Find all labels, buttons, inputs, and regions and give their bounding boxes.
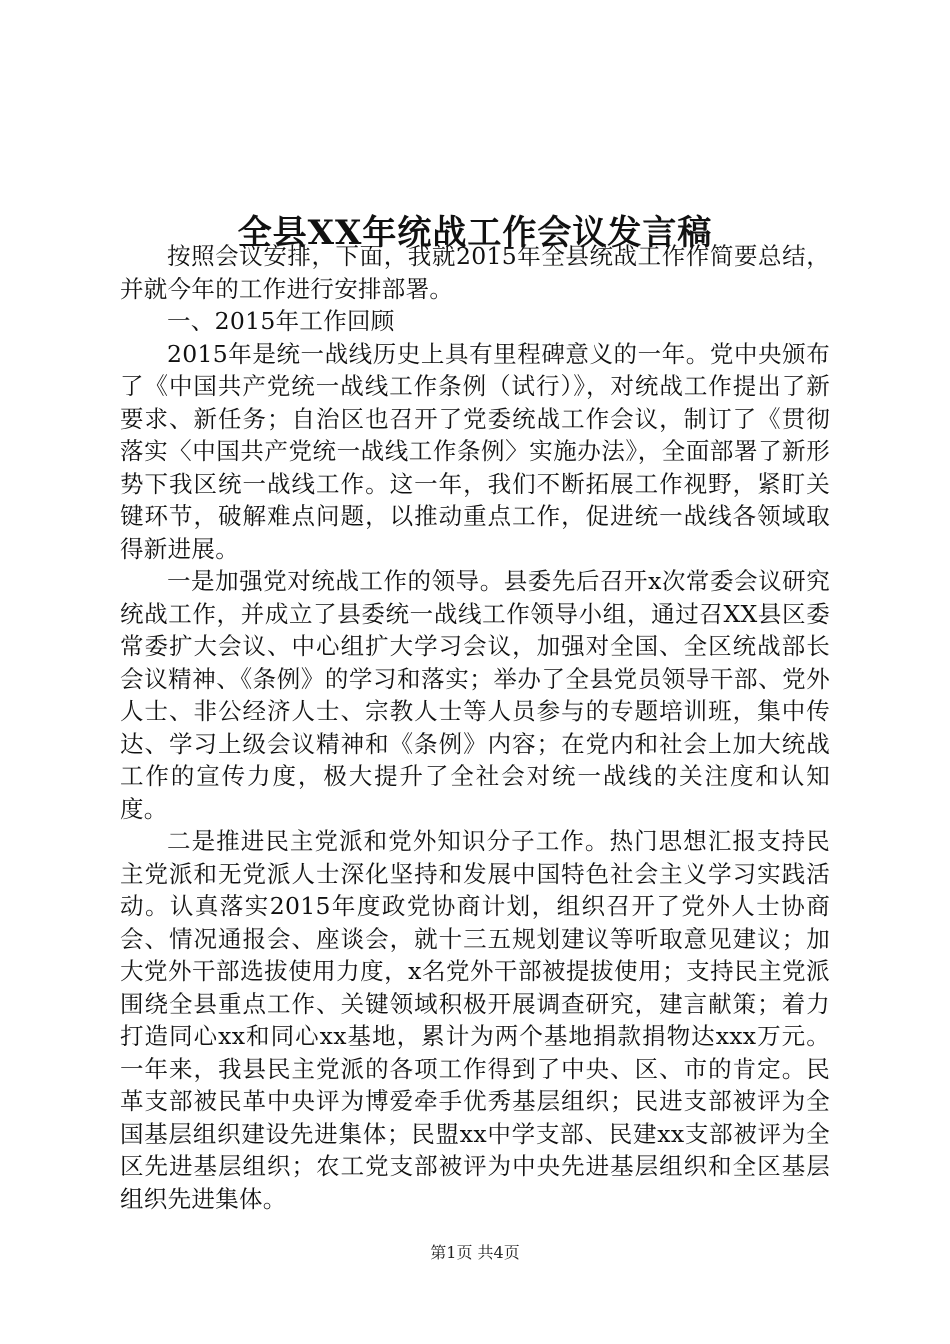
paragraph-intro: 按照会议安排，下面，我就2015年全县统战工作作简要总结，并就今年的工作进行安排部署。 [120, 242, 830, 303]
paragraph-overview: 2015年是统一战线历史上具有里程碑意义的一年。党中央颁布了《中国共产党统一战线工作条例（试行）》，对统战工作提出了新要求、新任务；自治区也召开了党委统战工作会议，制订了《贯彻落实〈中国共产党统一战线工作条例〉实施办法》，全面部署了新形势下我区统一战线工作。这一年，我们不断拓展工作视野，紧盯关键环节，破解难点问题，以推动重点工作，促进统一战线各领域取得新进展。 [120, 339, 830, 563]
document-title: 全县XX年统战工作会议发言稿 [237, 212, 713, 253]
paragraph-leadership: 一是加强党对统战工作的领导。县委先后召开x次常委会议研究统战工作，并成立了县委统一战线工作领导小组，通过召XX县区委常委扩大会议、中心组扩大学习会议，加强对全国、全区统战部长会议精神、《条例》的学习和落实；举办了全县党员领导干部、党外人士、非公经济人士、宗教人士等人员参与的专题培训班，集中传达、学习上级会议精神和《条例》内容；在党内和社会上加大统战工作的宣传力度，极大提升了全社会对统一战线的关注度和认知度。 [120, 567, 830, 823]
section-heading: 一、2015年工作回顾 [167, 307, 395, 335]
document-body [120, 240, 830, 1215]
page-number-footer: 第1页 共4页 [430, 1243, 520, 1262]
paragraph-democratic-parties: 二是推进民主党派和党外知识分子工作。热门思想汇报支持民主党派和无党派人士深化坚持和发展中国特色社会主义学习实践活动。认真落实2015年度政党协商计划，组织召开了党外人士协商会、情况通报会、座谈会，就十三五规划建议等听取意见建议；加大党外干部选拔使用力度，x名党外干部被提拔使用；支持民主党派围绕全县重点工作、关键领域积极开展调查研究，建言献策；着力打造同心xx和同心xx基地，累计为两个基地捐款捐物达xxx万元。一年来，我县民主党派的各项工作得到了中央、区、市的肯定。民革支部被民革中央评为博爱牵手优秀基层组织；民进支部被评为全国基层组织建设先进集体；民盟xx中学支部、民建xx支部被评为全区先进基层组织；农工党支部被评为中央先进基层组织和全区基层组织先进集体。 [120, 827, 830, 1213]
